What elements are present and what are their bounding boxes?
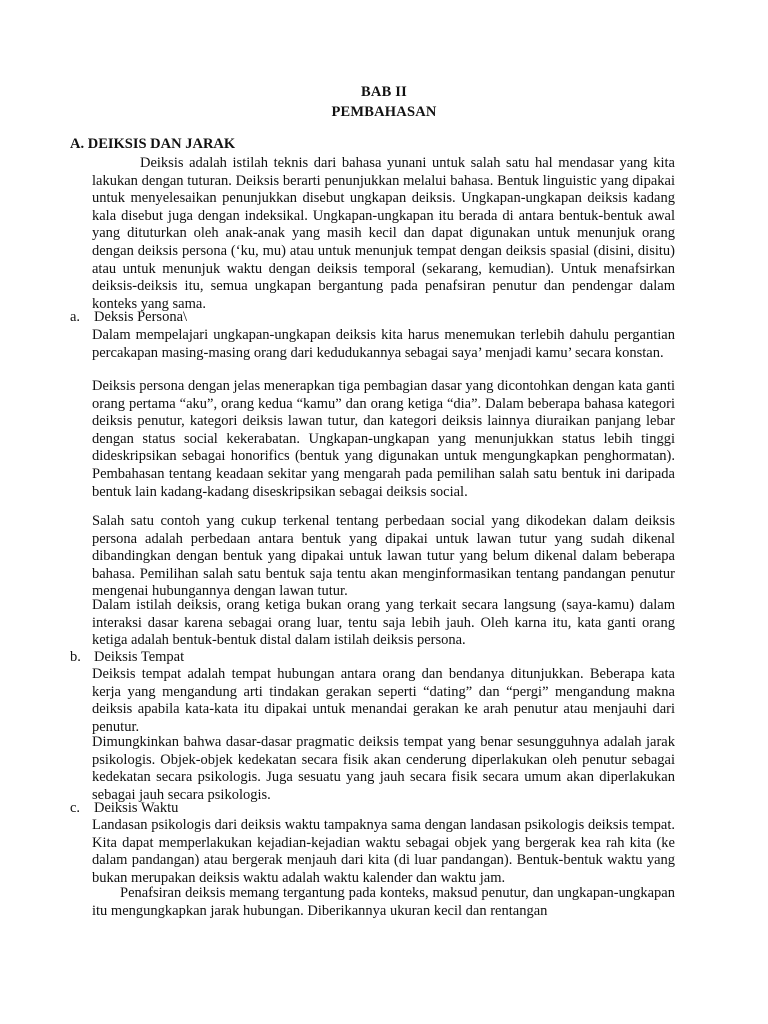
chapter-heading: BAB II [361,84,407,100]
subsection-a-title: Deksis Persona\ [94,309,188,325]
persona-paragraph-3: Salah satu contoh yang cukup terkenal tentang perbedaan social yang dikodekan dalam deiksis persona adalah perbedaan antara bentuk yang dipakai untuk lawan tutur yang sudah dikenal dibandingkan dengan bentuk yang dipakai untuk lawan tutur yang belum dikenal dalam beberapa bahasa. Pemilihan salah satu bentuk saja tentu akan menginformasikan tentang pandangan penutur mengenai hubungannya dengan lawan tutur. [92,513,675,600]
intro-paragraph: Deiksis adalah istilah teknis dari bahasa yunani untuk salah satu hal mendasar yang kita lakukan dengan tuturan. Deiksis berarti penunjukkan melalui bahasa. Bentuk linguistic yang dipakai untuk menyelesaikan penunjukkan disebut ungkapan deiksis. Ungkapan-ungkapan deiksis kadang kala disebut juga dengan indeksikal. Ungkapan-ungkapan itu berada di antara bentuk-bentuk awal yang dituturkan oleh anak-anak yang masih kecil dan dapat digunakan untuk menunjuk orang dengan deiksis persona (‘ku, mu) atau untuk menunjuk tempat dengan deiksis spasial (disini, disitu) atau untuk menunjuk waktu dengan deiksis temporal (sekarang, kemudian). Untuk menafsirkan deiksis-deiksis itu, semua ungkapan bergantung pada penafsiran penutur dan pendengar dalam konteks yang sama. [92,155,675,312]
tempat-paragraph-2: Dimungkinkan bahwa dasar-dasar pragmatic deiksis tempat yang benar sesungguhnya adalah jarak psikologis. Objek-objek kedekatan secara fisik akan cenderung diperlakukan oleh penutur sebagai kedekatan secara psikologis. Juga sesuatu yang jauh secara fisik secara umum akan diperlakukan sebagai jauh secara psikologis. [92,734,675,803]
subsection-a-heading [70,309,187,326]
subsection-c-label: c. [70,800,81,816]
section-heading-a: A. DEIKSIS DAN JARAK [70,136,236,152]
subsection-b-heading [70,649,184,666]
persona-paragraph-2: Deiksis persona dengan jelas menerapkan tiga pembagian dasar yang dicontohkan dengan kata ganti orang pertama “aku”, orang kedua “kamu” dan orang ketiga “dia”. Dalam beberapa bahasa kategori deiksis penutur, kategori deiksis lawan tutur, dan kategori deiksis lainnya diuraikan panjang lebar dengan status social kekerabatan. Ungkapan-ungkapan yang menunjukkan status lebih tinggi dideskripsikan sebagai honorifics (bentuk yang digunakan untuk mengungkapkan penghormatan). Pembahasan tentang keadaan sekitar yang mengarah pada pemilihan salah satu bentuk ini daripada bentuk lain kadang-kadang diseskripsikan sebagai deiksis social. [92,378,675,500]
persona-paragraph-4: Dalam istilah deiksis, orang ketiga bukan orang yang terkait secara langsung (saya-kamu) dalam interaksi dasar karena sebagai orang luar, tentu saja lebih jauh. Oleh karna itu, kata ganti orang ketiga adalah bentuk-bentuk distal dalam istilah deiksis persona. [92,597,675,649]
subsection-c-heading [70,800,178,817]
persona-paragraph-1: Dalam mempelajari ungkapan-ungkapan deiksis kita harus menemukan terlebih dahulu pergantian percakapan masing-masing orang dari kedudukannya sebagai saya’ menjadi kamu’ secara konstan. [92,327,675,361]
chapter-title: PEMBAHASAN [331,104,437,120]
subsection-c-title: Deiksis Waktu [94,800,179,816]
tempat-paragraph-1: Deiksis tempat adalah tempat hubungan antara orang dan bendanya ditunjukkan. Beberapa kata kerja yang mengandung arti tindakan gerakan seperti “dating” dan “pergi” mengandung makna deiksis apabila kata-kata itu dipakai untuk menandai gerakan ke arah penutur atau menjauhi dari penutur. [92,666,675,735]
subsection-b-title: Deiksis Tempat [94,649,185,665]
subsection-a-label: a. [70,309,81,325]
waktu-paragraph-1: Landasan psikologis dari deiksis waktu tampaknya sama dengan landasan psikologis deiksis tempat. Kita dapat memperlakukan kejadian-kejadian waktu sebagai objek yang bergerak kea rah kita (ke dalam pandangan) atau bergerak menjauh dari kita (di luar pandangan). Bentuk-bentuk waktu yang bukan merupakan deiksis waktu adalah waktu kalender dan waktu jam. [92,817,675,886]
subsection-b-label: b. [70,649,81,665]
waktu-paragraph-2: Penafsiran deiksis memang tergantung pada konteks, maksud penutur, dan ungkapan-ungkapan itu mengungkapkan jarak hubungan. Diberikannya ukuran kecil dan rentangan [92,885,675,919]
